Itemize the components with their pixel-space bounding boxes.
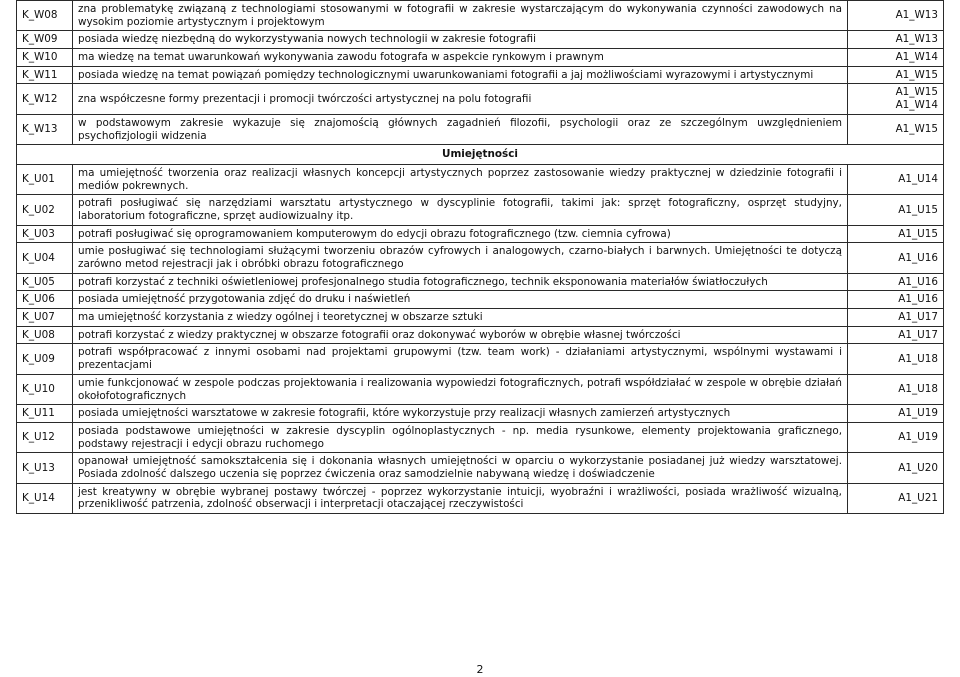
area-reference-code: A1_U16: [898, 251, 938, 264]
outcome-code: K_U05: [17, 273, 73, 291]
area-reference: [848, 84, 944, 114]
area-reference-code: A1_U15: [898, 203, 938, 216]
outcome-code: K_W09: [17, 31, 73, 49]
outcome-description: potrafi współpracować z innymi osobami nad projektami grupowymi (tzw. team work) - działaniami artystycznymi, wspólnymi wystawami i prezentacjami: [73, 344, 848, 374]
outcome-description: w podstawowym zakresie wykazuje się znajomością głównych zagadnień filozofii, psychologii oraz ze szczególnym uwzględnieniem psychofizjologii widzenia: [73, 114, 848, 144]
outcome-code: K_U11: [17, 405, 73, 423]
area-reference-code: A1_W15: [895, 68, 938, 81]
outcome-code: K_U04: [17, 243, 73, 273]
outcome-code: K_U09: [17, 344, 73, 374]
area-reference-code: A1_U17: [898, 328, 938, 341]
outcome-description: umie posługiwać się technologiami służącymi tworzeniu obrazów cyfrowych i analogowych, czarno-białych i barwnych. Umiejętności te dotyczą zarówno metod rejestracji jak i obróbki obrazu fotograficznego: [73, 243, 848, 273]
area-reference: [848, 453, 944, 483]
area-reference: [848, 344, 944, 374]
area-reference-code: A1_U16: [898, 293, 938, 306]
outcome-code: K_W11: [17, 66, 73, 84]
outcome-code: K_U13: [17, 453, 73, 483]
area-reference-code: A1_U19: [898, 431, 938, 444]
section-skills: [17, 145, 944, 165]
area-reference: [848, 273, 944, 291]
outcome-description: ma wiedzę na temat uwarunkowań wykonywania zawodu fotografa w aspekcie rynkowym i prawnym: [73, 49, 848, 67]
table-row: [17, 66, 944, 84]
outcome-code: K_W08: [17, 1, 73, 31]
table-row: [17, 84, 944, 114]
area-reference-code: A1_W15: [895, 86, 938, 99]
area-reference: [848, 164, 944, 194]
area-reference-code: A1_W14: [895, 51, 938, 64]
outcome-code: K_U01: [17, 164, 73, 194]
table-row: [17, 164, 944, 194]
outcome-description: ma umiejętność korzystania z wiedzy ogólnej i teoretycznej w obszarze sztuki: [73, 309, 848, 327]
outcome-code: K_U03: [17, 225, 73, 243]
outcome-description: posiada wiedzę na temat powiązań pomiędzy technologicznymi uwarunkowaniami fotografii a jaj możliwościami wyrazowymi i artystycznymi: [73, 66, 848, 84]
area-reference-code: A1_U16: [898, 275, 938, 288]
area-reference: [848, 243, 944, 273]
outcome-description: potrafi posługiwać się oprogramowaniem komputerowym do edycji obrazu fotograficznego (tzw. ciemnia cyfrowa): [73, 225, 848, 243]
table-row: [17, 114, 944, 144]
table-row: [17, 422, 944, 452]
area-reference-code: A1_W13: [895, 9, 938, 22]
outcome-description: potrafi korzystać z techniki oświetleniowej profesjonalnego studia fotograficznego, technik eksponowania materiałów światłoczułych: [73, 273, 848, 291]
outcome-description: posiada umiejętności warsztatowe w zakresie fotografii, które wykorzystuje przy realizacji własnych zamierzeń artystycznych: [73, 405, 848, 423]
area-reference: [848, 1, 944, 31]
area-reference: [848, 422, 944, 452]
outcome-code: K_U12: [17, 422, 73, 452]
table-row: [17, 453, 944, 483]
area-reference: [848, 291, 944, 309]
area-reference-code: A1_W13: [895, 33, 938, 46]
outcome-description: ma umiejętność tworzenia oraz realizacji własnych koncepcji artystycznych poprzez zastosowanie wiedzy praktycznej w dziedzinie fotografii i mediów pokrewnych.: [73, 164, 848, 194]
area-reference-code: A1_U18: [898, 383, 938, 396]
table-row: [17, 49, 944, 67]
outcome-code: K_W13: [17, 114, 73, 144]
table-row: [17, 326, 944, 344]
area-reference-code: A1_U17: [898, 311, 938, 324]
area-reference: [848, 326, 944, 344]
outcome-description: posiada umiejętność przygotowania zdjęć do druku i naświetleń: [73, 291, 848, 309]
area-reference: [848, 225, 944, 243]
table-row: [17, 483, 944, 513]
area-reference: [848, 195, 944, 225]
outcome-code: K_U07: [17, 309, 73, 327]
section-header-row: [17, 145, 944, 165]
table-row: [17, 1, 944, 31]
outcome-description: potrafi korzystać z wiedzy praktycznej w obszarze fotografii oraz dokonywać wyborów w obrębie własnej twórczości: [73, 326, 848, 344]
section-title: Umiejętności: [17, 145, 944, 165]
table-row: [17, 273, 944, 291]
outcome-code: K_U06: [17, 291, 73, 309]
outcome-description: zna problematykę związaną z technologiami stosowanymi w fotografii w zakresie wystarczającym do wykonywania czynności zawodowych na wysokim poziomie artystycznym i projektowym: [73, 1, 848, 31]
area-reference: [848, 374, 944, 404]
table-row: [17, 374, 944, 404]
outcome-description: posiada wiedzę niezbędną do wykorzystywania nowych technologii w zakresie fotografii: [73, 31, 848, 49]
area-reference: [848, 66, 944, 84]
table-row: [17, 195, 944, 225]
area-reference: [848, 114, 944, 144]
outcome-description: jest kreatywny w obrębie wybranej postawy twórczej - poprzez wykorzystanie intuicji, wyobraźni i wrażliwości, posiada wrażliwość wizualną, przenikliwość patrzenia, zdolność obserwacji i interpretacji otaczającej rzeczywistości: [73, 483, 848, 513]
outcome-code: K_U02: [17, 195, 73, 225]
outcome-description: posiada podstawowe umiejętności w zakresie dyscyplin ogólnoplastycznych - np. media rysunkowe, elementy projektowania graficznego, podstawy rejestracji i edycji obrazu ruchomego: [73, 422, 848, 452]
page-number: 2: [476, 663, 484, 676]
skills-rows: [17, 164, 944, 513]
table-row: [17, 291, 944, 309]
area-reference: [848, 309, 944, 327]
area-reference: [848, 49, 944, 67]
table-row: [17, 405, 944, 423]
area-reference: [848, 31, 944, 49]
table-row: [17, 344, 944, 374]
outcome-code: K_U08: [17, 326, 73, 344]
area-reference-code: A1_U18: [898, 352, 938, 365]
knowledge-rows: [17, 1, 944, 145]
table-row: [17, 31, 944, 49]
table-row: [17, 309, 944, 327]
outcome-code: K_U10: [17, 374, 73, 404]
learning-outcomes-table: [16, 0, 944, 514]
table-row: [17, 225, 944, 243]
area-reference-code: A1_U19: [898, 407, 938, 420]
outcome-code: K_W10: [17, 49, 73, 67]
outcome-description: umie funkcjonować w zespole podczas projektowania i realizowania wypowiedzi fotograficznych, potrafi współdziałać w zespole w obrębie działań okołofotograficznych: [73, 374, 848, 404]
outcome-description: zna współczesne formy prezentacji i promocji twórczości artystycznej na polu fotografii: [73, 84, 848, 114]
table-row: [17, 243, 944, 273]
area-reference-code: A1_U14: [898, 173, 938, 186]
area-reference: [848, 405, 944, 423]
outcome-description: opanował umiejętność samokształcenia się i dokonania własnych umiejętności w oparciu o wykorzystanie posiadanej już wiedzy warsztatowej. Posiada zdolność dalszego uczenia się poprzez ćwiczenia oraz samodzielnie nabywaną wiedzę i doświadczenie: [73, 453, 848, 483]
area-reference-code: A1_W15: [895, 123, 938, 136]
outcome-description: potrafi posługiwać się narzędziami warsztatu artystycznego w dyscyplinie fotografii, takimi jak: sprzęt fotograficzny, osprzęt studyjny, laboratorium fotograficzne, sprzęt audiowizualny itp.: [73, 195, 848, 225]
area-reference-code: A1_U20: [898, 461, 938, 474]
area-reference-code: A1_U15: [898, 227, 938, 240]
area-reference-code: A1_W14: [895, 99, 938, 112]
area-reference: [848, 483, 944, 513]
outcome-code: K_U14: [17, 483, 73, 513]
outcome-code: K_W12: [17, 84, 73, 114]
area-reference-code: A1_U21: [898, 491, 938, 504]
